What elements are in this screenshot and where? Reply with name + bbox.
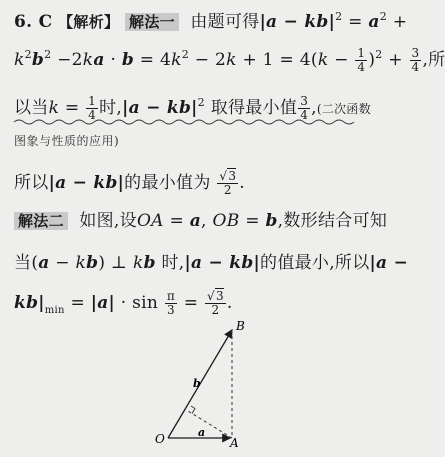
line6-text-a: 如图,设 [79, 211, 137, 231]
label-a-vector: a [198, 426, 206, 439]
line6-text-b: ,数形结合可知 [277, 211, 388, 231]
solution-line-4: 图象与性质的应用) [14, 134, 120, 148]
fraction-min-value: $\frac{3}{4}$ [300, 94, 309, 122]
line3-text-b: 时, [99, 98, 123, 118]
problem-number: 6. C [14, 12, 53, 32]
line3-note: (二次函数 [316, 102, 372, 116]
solution-line-8: $kb|_{min} = |a| \cdot \sin$ $\frac{\pi}{3}$ = $\frac{√3}{2}$ . [14, 289, 233, 317]
line7-text-c: 的值最小,所以 [260, 253, 370, 273]
dashed-perpendicular [188, 411, 232, 438]
solution-line-2: $k^2b^2 -2ka \cdot b = 4k^2 - 2k + 1 = 4(k$ − $\frac{1}{4}$ )$^2$ + $\frac{3}{4}$ ,所 [14, 46, 445, 74]
solution-line-3: 以当k = $\frac{1}{4}$ 时$,|a - kb|^2$ 取得最小值 $\frac{3}{4}$ ,(二次函数 [14, 94, 372, 122]
label-o-point: O [155, 432, 165, 446]
fraction-one-quarter: $\frac{1}{4}$ [357, 46, 366, 74]
wavy-underline [14, 118, 354, 126]
line7-text-b: 时, [161, 253, 185, 273]
line3-text-a: 以当 [14, 98, 49, 118]
line5-text-b: 的最小值为 [124, 173, 211, 193]
label-b-point: B [236, 319, 245, 333]
method1-intro-text: 由题可得 [190, 12, 260, 32]
fraction-sqrt3-over-2: $\frac{√3}{2}$ [219, 169, 237, 197]
line3-text-c: 取得最小值 [210, 98, 298, 118]
fraction-k-value: $\frac{1}{4}$ [88, 94, 97, 122]
solution-line-5: 所以|a − kb|的最小值为 $\frac{√3}{2}$ . [14, 169, 245, 197]
method1-tag: 解法一 [125, 13, 179, 31]
fraction-result: $\frac{√3}{2}$ [207, 289, 224, 317]
solution-line-1: 6. C 【解析】 解法一 由题可得$|a - kb|^2 = a^2$ + [14, 10, 408, 32]
analysis-tag: 【解析】 [58, 13, 120, 31]
fraction-pi-over-3: $\frac{\pi}{3}$ [166, 289, 176, 317]
label-b-vector: b [193, 377, 201, 390]
right-angle-mark [191, 406, 195, 414]
vector-diagram [150, 318, 260, 448]
line7-text-a: 当 [14, 253, 32, 273]
line5-text-a: 所以 [14, 173, 49, 193]
fraction-three-quarters: $\frac{3}{4}$ [411, 46, 420, 74]
label-a-point: A [230, 436, 239, 450]
solution-line-6: 解法二 如图,设OA = a, OB = b,数形结合可知 [14, 210, 387, 232]
method2-tag: 解法二 [14, 212, 68, 230]
solution-line-7: 当(a − kb) ⊥ kb 时,|a − kb|的值最小,所以|a − [14, 253, 409, 273]
